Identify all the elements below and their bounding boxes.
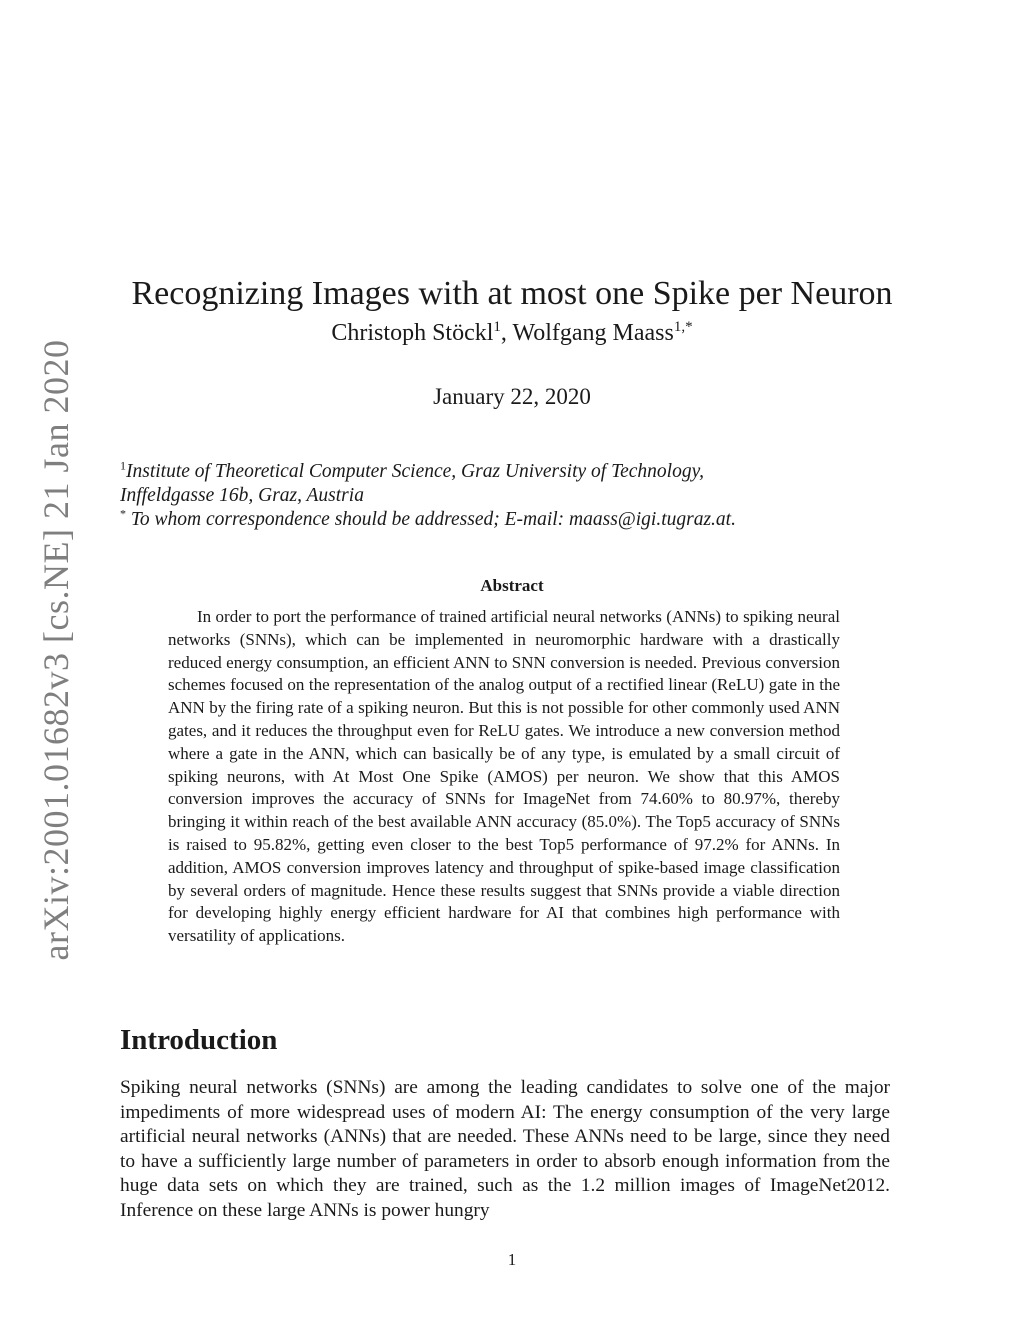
author-separator: , (500, 320, 513, 346)
correspondence-text: To whom correspondence should be addressed; E-mail: maass@igi.tugraz.at. (126, 509, 736, 530)
affiliations (120, 460, 910, 532)
author-list (0, 320, 1024, 347)
author-name: Wolfgang Maass (512, 320, 674, 346)
abstract-text: In order to port the performance of trained artificial neural networks (ANNs) to spiking neural networks (SNNs), which can be implemented in neuromorphic hardware with a drastically reduced energy consumption, an efficient ANN to SNN conversion is needed. Previous conversion schemes focused on the representation of the analog output of a rectified linear (ReLU) gate in the ANN by the firing rate of a spiking neuron. But this is not possible for other commonly used ANN gates, and it reduces the throughput even for ReLU gates. We introduce a new conversion method where a gate in the ANN, which can basically be of any type, is emulated by a small circuit of spiking neurons, with At Most One Spike (AMOS) per neuron. We show that this AMOS conversion improves the accuracy of SNNs for ImageNet from 74.60% to 80.97%, thereby bringing it within reach of the best available ANN accuracy (85.0%). The Top5 accuracy of SNNs is raised to 95.82%, getting even closer to the best Top5 performance of 97.2% for ANNs. In addition, AMOS conversion improves latency and throughput of spike-based image classification by several orders of magnitude. Hence these results suggest that SNNs provide a viable direction for developing highly energy efficient hardware for AI that combines high performance with versatility of applications. (168, 607, 840, 946)
author-affiliation-mark: 1 (493, 319, 501, 335)
section-heading-introduction: Introduction (120, 1024, 278, 1056)
paper-title: Recognizing Images with at most one Spike per Neuron (131, 274, 893, 312)
correspondence-mark: * (120, 506, 126, 521)
affiliation-line (120, 460, 910, 484)
affiliation-mark: 1 (120, 458, 126, 473)
publication-date: January 22, 2020 (433, 384, 591, 409)
correspondence-line (120, 508, 910, 532)
arxiv-identifier-stamp: arXiv:2001.01682v3 [cs.NE] 21 Jan 2020 (36, 339, 76, 961)
author-affiliation-mark: 1,* (673, 319, 693, 335)
introduction-text: Spiking neural networks (SNNs) are among the leading candidates to solve one of the major impediments of more widespread uses of modern AI: The energy consumption of the very large artificial neural networks (ANNs) that are needed. These ANNs need to be large, since they need to have a sufficiently large number of parameters in order to absorb enough information from the huge data sets on which they are trained, such as the 1.2 million images of ImageNet2012. Inference on these large ANNs is power hungry (120, 1077, 890, 1221)
page-number: 1 (507, 1250, 517, 1269)
affiliation-address: Inffeldgasse 16b, Graz, Austria (120, 485, 364, 506)
affiliation-institute: Institute of Theoretical Computer Science, Graz University of Technology, (126, 461, 705, 482)
author-name: Christoph Stöckl (331, 320, 494, 346)
abstract-heading: Abstract (480, 576, 544, 595)
